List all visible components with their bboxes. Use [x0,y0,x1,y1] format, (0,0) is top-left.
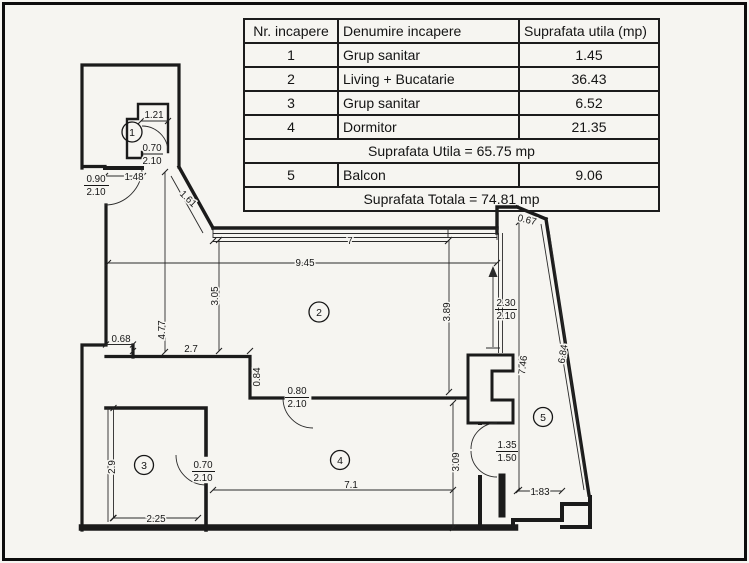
header-suprafata: Suprafata utila (mp) [519,19,659,43]
room-number-4: 4 [337,454,343,467]
dim-living-h2: 4.77 [157,320,168,340]
room-number-1: 1 [129,126,135,139]
cell-area: 36.43 [519,67,659,91]
cell-name: Living + Bucatarie [338,67,519,91]
utila-total: Suprafata Utila = 65.75 mp [244,139,659,163]
header-nr: Nr. incapere [244,19,338,43]
dim-door-room1-w: 0.70 [142,143,162,154]
dim-door-entry-h: 2.10 [86,187,106,198]
dim-door-room1-h: 2.10 [142,156,162,167]
dim-window-top: 7 [347,236,353,247]
header-denumire: Denumire incapere [338,19,519,43]
table-utila-row [244,139,659,163]
dim-door-bath-w: 0.70 [193,460,213,471]
dim-door-bedroom-w: 0.80 [287,386,307,397]
cell-area: 1.45 [519,43,659,67]
cell-name: Grup sanitar [338,91,519,115]
table-row [244,43,659,67]
dim-door-entry-w: 0.90 [86,174,106,185]
cell-nr: 1 [244,43,338,67]
table-totala-row [244,187,659,211]
room-number-2: 2 [316,306,322,319]
dim-balcony-inner: 7.46 [516,354,531,376]
cell-nr: 2 [244,67,338,91]
room-marker-3 [135,456,154,475]
table-header-row [244,19,659,43]
table-row [244,67,659,91]
cell-area: 21.35 [519,115,659,139]
room-marker-4 [331,451,350,470]
dim-door-balcony-w: 1.35 [497,440,517,451]
dim-jog: 0.84 [252,367,263,387]
dim-bedroom-height: 3.09 [451,452,462,472]
totala-total: Suprafata Totala = 74.81 mp [244,187,659,211]
dim-kitchen-wall: 2.7 [184,344,198,355]
window-arrow-head [489,266,498,277]
cell-name: Balcon [338,163,519,187]
dim-door-bath-h: 2.10 [193,473,213,484]
cell-name: Dormitor [338,115,519,139]
room-number-3: 3 [141,459,147,472]
dim-bedroom-width: 7.1 [344,480,358,491]
dim-balcony-slant: 6.84 [556,343,571,365]
table-row [244,115,659,139]
dim-bath-width: 2.25 [146,514,166,525]
dim-door-bedroom-h: 2.10 [287,399,307,410]
cell-name: Grup sanitar [338,43,519,67]
cell-nr: 5 [244,163,338,187]
room-number-5: 5 [540,411,546,424]
dim-window-balcony-w: 2.30 [496,298,516,309]
cell-nr: 4 [244,115,338,139]
table-row-balcon [244,163,659,187]
dim-living-width: 9.45 [295,258,315,269]
dim-room1-top: 1.21 [144,110,164,121]
dim-step-left: 0.68 [111,334,131,345]
dim-window-balcony-h: 2.10 [496,311,516,322]
dim-diag-wall: 1.61 [177,188,199,210]
dim-balcony-bottom: 1.83 [530,487,550,498]
table-row [244,91,659,115]
room-marker-2 [309,302,329,322]
cell-area: 6.52 [519,91,659,115]
dim-living-h3: 3.89 [442,302,453,322]
dim-door-balcony-h: 1.50 [497,453,517,464]
cell-area: 9.06 [519,163,659,187]
area-table [243,18,660,212]
cell-nr: 3 [244,91,338,115]
dim-bath-height: 2.9 [107,460,118,474]
dim-living-h1: 3.05 [210,286,221,306]
dim-hall-width: 1.48 [124,172,144,183]
room-marker-1 [122,122,142,142]
dim-balcony-top: 0.67 [516,212,538,229]
room-marker-5 [534,408,553,427]
